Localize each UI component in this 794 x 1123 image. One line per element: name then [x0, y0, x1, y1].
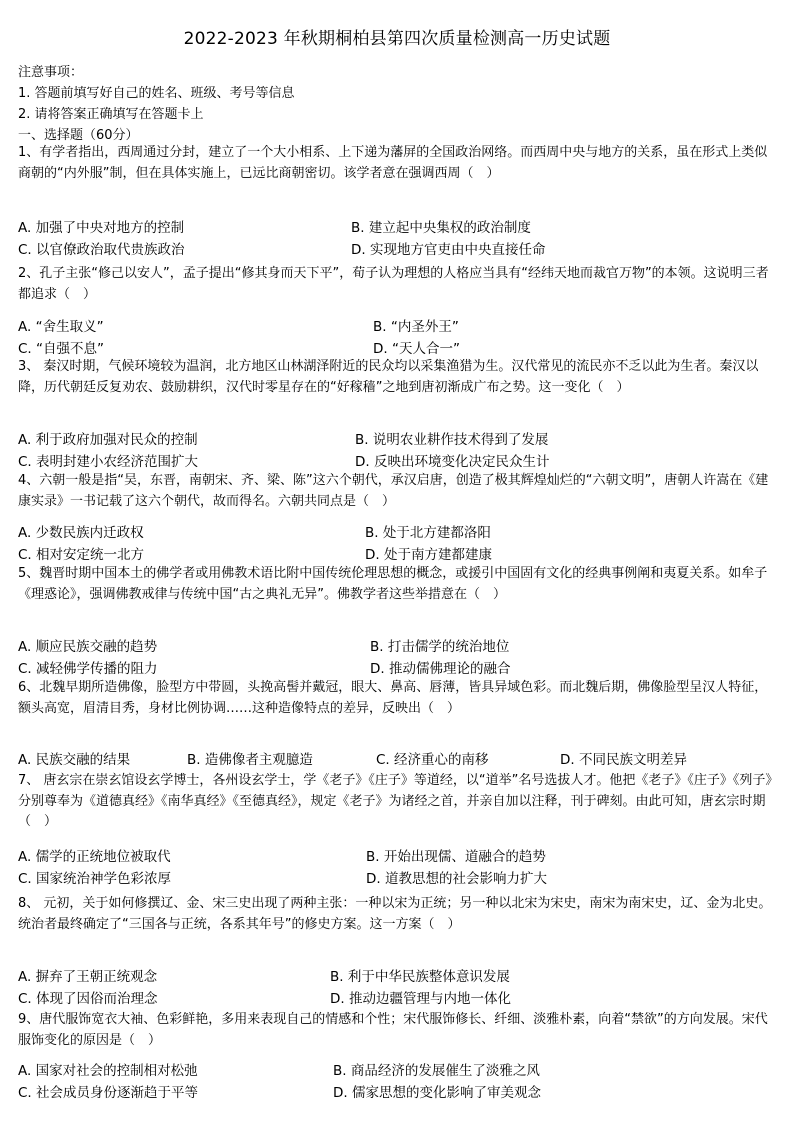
option-d[interactable]: D. 道教思想的社会影响力扩大: [366, 871, 547, 887]
question-stem: 3、 秦汉时期，气候环境较为温润，北方地区山林湖泽附近的民众均以采集渔猎为生。汉代常见的流民亦不乏以此为生者。秦汉以降，历代朝廷反复劝农、鼓励耕织，汉代时零星存在的“好稼穑”之地到唐初渐成广布之势。这一变化（ ）: [18, 359, 759, 395]
question-stem: 2、孔子主张“修己以安人”，孟子提出“修其身而天下平”，荀子认为理想的人格应当具有“经纬天地而裁官万物”的本领。这说明三者都追求（ ）: [18, 266, 769, 302]
question-stem: 5、魏晋时期中国本土的佛学者或用佛教术语比附中国传统伦理思想的概念，或援引中国固有文化的经典事例阐和夷夏关系。如牟子《理惑论》，强调佛教戒律与传统中国“古之典礼无异”。佛教学者这些举措意在（ ）: [18, 566, 768, 602]
option-b[interactable]: B. 利于中华民族整体意识发展: [330, 969, 510, 985]
question-options: [18, 217, 776, 261]
option-a[interactable]: A. 少数民族内迁政权: [18, 525, 144, 541]
question-options: [18, 316, 776, 360]
option-d[interactable]: D. 推动儒佛理论的融合: [370, 661, 511, 677]
option-b[interactable]: B. 打击儒学的统治地位: [370, 639, 510, 655]
question-options: [18, 429, 776, 473]
section-heading: 一、选择题（60分）: [18, 128, 139, 143]
option-a[interactable]: A. 国家对社会的控制相对松弛: [18, 1063, 198, 1079]
question-stem: 7、 唐玄宗在崇玄馆设玄学博士，各州设玄学士，学《老子》《庄子》等道经，以“道举”名号选拔人才。他把《老子》《庄子》《列子》分别尊奉为《道德真经》《南华真经》《至德真经》，规定《老子》为诸经之首，并亲自加以注释，刊于碑刻。由此可知，唐玄宗时期（ ）: [18, 773, 772, 829]
option-c[interactable]: C. 以官僚政治取代贵族政治: [18, 242, 185, 258]
option-d[interactable]: D. 儒家思想的变化影响了审美观念: [333, 1085, 541, 1101]
option-c[interactable]: C. 表明封建小农经济范围扩大: [18, 454, 199, 470]
notes-block: [18, 62, 295, 146]
option-b[interactable]: B. 开始出现儒、道融合的趋势: [366, 849, 546, 865]
question-stem: 6、北魏早期所造佛像，脸型方中带圆，头挽高髻并戴冠，眼大、鼻高、唇薄，皆具异域色彩。而北魏后期，佛像脸型呈汉人特征，额头高宽，眉清目秀，身材比例协调……这种造像特点的差异，反映出（ ）: [18, 680, 768, 716]
option-b[interactable]: B. 建立起中央集权的政治制度: [351, 220, 531, 236]
option-c[interactable]: C. 相对安定统一北方: [18, 547, 145, 563]
option-d[interactable]: D. 不同民族文明差异: [560, 752, 687, 768]
option-b[interactable]: B. 说明农业耕作技术得到了发展: [355, 432, 549, 448]
option-c[interactable]: C. 经济重心的南移: [376, 752, 489, 768]
option-b[interactable]: B. 处于北方建都洛阳: [365, 525, 491, 541]
option-b[interactable]: B. “内圣外王”: [373, 319, 459, 335]
question-stem: 8、 元初，关于如何修撰辽、金、宋三史出现了两种主张：一种以宋为正统；另一种以北宋为宋史，南宋为南宋史，辽、金为北史。统治者最终确定了“三国各与正统，各系其年号”的修史方案。这一方案（ ）: [18, 896, 772, 932]
option-d[interactable]: D. 反映出环境变化决定民众生计: [355, 454, 550, 470]
option-d[interactable]: D. 处于南方建都建康: [365, 547, 492, 563]
option-c[interactable]: C. 体现了因俗而治理念: [18, 991, 158, 1007]
option-a[interactable]: A. 顺应民族交融的趋势: [18, 639, 158, 655]
question-options: [18, 966, 776, 1010]
question-stem: 4、六朝一般是指“吴，东晋，南朝宋、齐、梁、陈”这六个朝代，承汉启唐，创造了极其辉煌灿烂的“六朝文明”，唐朝人许嵩在《建康实录》一书记载了这六个朝代，故而得名。六朝共同点是（ ）: [18, 473, 769, 509]
question-options: [18, 749, 776, 771]
notes-heading: 注意事项：: [18, 65, 84, 80]
question-options: [18, 636, 776, 680]
notes-item: 1. 答题前填写好自己的姓名、班级、考号等信息: [18, 86, 295, 101]
question-options: [18, 1060, 776, 1104]
option-c[interactable]: C. 减轻佛学传播的阻力: [18, 661, 158, 677]
option-a[interactable]: A. 利于政府加强对民众的控制: [18, 432, 198, 448]
question-options: [18, 522, 776, 566]
option-a[interactable]: A. 加强了中央对地方的控制: [18, 220, 185, 236]
option-c[interactable]: C. “自强不息”: [18, 341, 104, 357]
question-stem: 9、唐代服饰宽衣大袖、色彩鲜艳，多用来表现自己的情感和个性；宋代服饰修长、纤细、淡雅朴素，向着“禁欲”的方向发展。宋代服饰变化的原因是（ ）: [18, 1012, 768, 1048]
option-a[interactable]: A. 儒学的正统地位被取代: [18, 849, 171, 865]
option-d[interactable]: D. 实现地方官吏由中央直接任命: [351, 242, 546, 258]
option-b[interactable]: B. 商品经济的发展催生了淡雅之风: [333, 1063, 540, 1079]
option-d[interactable]: D. “天人合一”: [373, 341, 460, 357]
notes-item: 2. 请将答案正确填写在答题卡上: [18, 107, 204, 122]
option-c[interactable]: C. 社会成员身份逐渐趋于平等: [18, 1085, 199, 1101]
question-options: [18, 846, 776, 890]
option-d[interactable]: D. 推动边疆管理与内地一体化: [330, 991, 511, 1007]
page-title: 2022-2023 年秋期桐柏县第四次质量检测高一历史试题: [183, 29, 611, 49]
option-b[interactable]: B. 造佛像者主观臆造: [187, 752, 313, 768]
option-a[interactable]: A. “舍生取义”: [18, 319, 104, 335]
option-a[interactable]: A. 民族交融的结果: [18, 752, 131, 768]
option-c[interactable]: C. 国家统治神学色彩浓厚: [18, 871, 172, 887]
question-stem: 1、有学者指出，西周通过分封，建立了一个大小相系、上下递为藩屏的全国政治网络。而西周中央与地方的关系，虽在形式上类似商朝的“内外服”制，但在具体实施上，已远比商朝密切。该学者意在强调西周（ ）: [18, 145, 768, 181]
option-a[interactable]: A. 摒弃了王朝正统观念: [18, 969, 158, 985]
